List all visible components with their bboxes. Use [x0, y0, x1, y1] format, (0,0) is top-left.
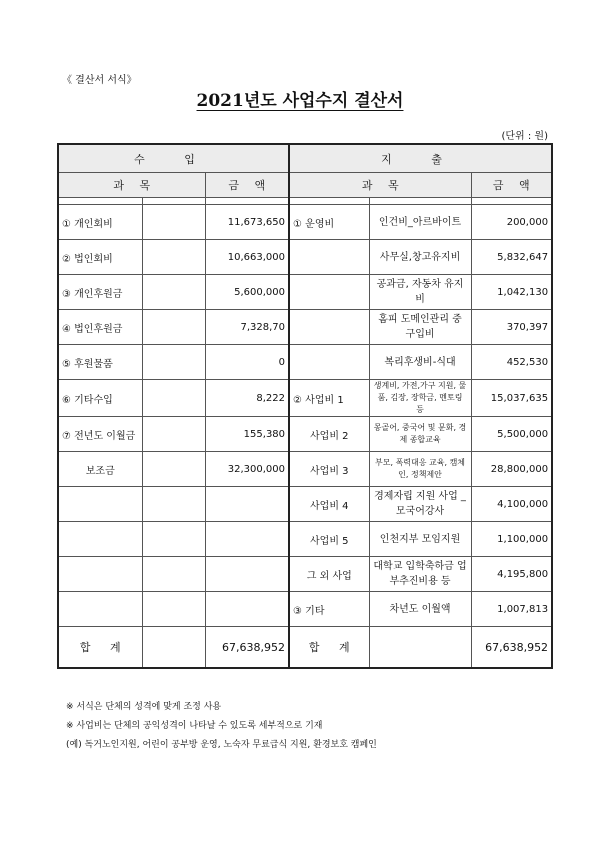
- expense-category: ① 운영비: [289, 205, 369, 240]
- table-row: [58, 417, 552, 452]
- income-item-detail: [142, 275, 205, 310]
- income-item-detail: [142, 557, 205, 592]
- expense-item-header: 과 목: [289, 173, 471, 198]
- expense-amount: 1,042,130: [471, 275, 552, 310]
- income-item-detail: [142, 487, 205, 522]
- income-amount: [205, 522, 289, 557]
- income-item-name: 보조금: [58, 452, 142, 487]
- expense-item: 인건비_아르바이트: [369, 205, 471, 240]
- expense-amount: 28,800,000: [471, 452, 552, 487]
- table-row: [58, 240, 552, 275]
- title-text: 2021년도 사업수지 결산서: [196, 91, 404, 111]
- table-row: [58, 452, 552, 487]
- income-section-header: 수 입: [58, 144, 289, 173]
- income-item-header: 과 목: [58, 173, 205, 198]
- income-item-detail: [142, 592, 205, 627]
- note-line: ※ 서식은 단체의 성격에 맞게 조정 사용: [66, 702, 222, 712]
- expense-category: 그 외 사업: [289, 557, 369, 592]
- settlement-table: [57, 143, 553, 669]
- income-amount: 7,328,70: [205, 310, 289, 345]
- expense-item: 대학교 입학축하금 업부추진비용 등: [369, 557, 471, 592]
- income-item-name: ③ 개인후원금: [58, 275, 142, 310]
- expense-item: 경제자립 지원 사업 _ 모국어강사: [369, 487, 471, 522]
- expense-amount: 4,100,000: [471, 487, 552, 522]
- notes: [66, 698, 377, 755]
- expense-total-label: 합 계: [289, 627, 369, 669]
- income-item-detail: [142, 205, 205, 240]
- expense-item: 생계비, 가전,가구 지원, 물품, 김장, 장학금, 멘토링 등: [369, 380, 471, 417]
- income-total-amount: 67,638,952: [205, 627, 289, 669]
- income-amount: [205, 487, 289, 522]
- income-item-name: ⑦ 전년도 이월금: [58, 417, 142, 452]
- expense-amount: 200,000: [471, 205, 552, 240]
- income-item-name: ② 법인회비: [58, 240, 142, 275]
- expense-amount: 5,832,647: [471, 240, 552, 275]
- expense-amount: 5,500,000: [471, 417, 552, 452]
- expense-category: 사업비 3: [289, 452, 369, 487]
- income-amount: 5,600,000: [205, 275, 289, 310]
- income-item-name: ④ 법인후원금: [58, 310, 142, 345]
- expense-item: 복리후생비-식대: [369, 345, 471, 380]
- unit-label: (단위 : 원): [501, 131, 548, 142]
- expense-category: 사업비 2: [289, 417, 369, 452]
- income-amount: 0: [205, 345, 289, 380]
- table-row: [58, 345, 552, 380]
- expense-amount: 1,007,813: [471, 592, 552, 627]
- spacer-row: [58, 198, 552, 205]
- table-row: [58, 310, 552, 345]
- column-header-row: [58, 173, 552, 198]
- expense-category: 사업비 4: [289, 487, 369, 522]
- table-row: [58, 275, 552, 310]
- expense-amount: 452,530: [471, 345, 552, 380]
- expense-item: 홈피 도메인관리 중 구입비: [369, 310, 471, 345]
- income-amount: 10,663,000: [205, 240, 289, 275]
- income-item-detail: [142, 522, 205, 557]
- expense-section-header: 지 출: [289, 144, 552, 173]
- table-row: [58, 557, 552, 592]
- income-item-name: [58, 557, 142, 592]
- income-amount: 8,222: [205, 380, 289, 417]
- expense-item: 몽골어, 중국어 및 문화, 경제 종합교육: [369, 417, 471, 452]
- expense-amount: 370,397: [471, 310, 552, 345]
- income-item-name: [58, 522, 142, 557]
- income-item-name: ① 개인회비: [58, 205, 142, 240]
- income-amount: 11,673,650: [205, 205, 289, 240]
- form-note: 《 결산서 서식》: [62, 75, 137, 86]
- income-item-name: [58, 592, 142, 627]
- income-amount: [205, 592, 289, 627]
- expense-amount: 1,100,000: [471, 522, 552, 557]
- total-row: [58, 627, 552, 669]
- expense-amount: 4,195,800: [471, 557, 552, 592]
- expense-category: [289, 275, 369, 310]
- expense-category: [289, 345, 369, 380]
- income-amount: [205, 557, 289, 592]
- income-item-detail: [142, 240, 205, 275]
- table-row: [58, 380, 552, 417]
- expense-item: 인천지부 모임지원: [369, 522, 471, 557]
- note-line: ※ 사업비는 단체의 공익성격이 나타날 수 있도록 세부적으로 기재: [66, 721, 323, 731]
- income-item-name: ⑤ 후원물품: [58, 345, 142, 380]
- expense-category: [289, 310, 369, 345]
- expense-amount-header: 금 액: [471, 173, 552, 198]
- income-item-detail: [142, 345, 205, 380]
- expense-category: 사업비 5: [289, 522, 369, 557]
- expense-item: 차년도 이월액: [369, 592, 471, 627]
- expense-category: ② 사업비 1: [289, 380, 369, 417]
- expense-total-amount: 67,638,952: [471, 627, 552, 669]
- expense-item: 공과금, 자동차 유지비: [369, 275, 471, 310]
- expense-item: 부모, 폭력대응 교육, 캠체인, 정책제안: [369, 452, 471, 487]
- expense-amount: 15,037,635: [471, 380, 552, 417]
- document-title: [0, 86, 600, 111]
- expense-item: 사무실,창고유지비: [369, 240, 471, 275]
- income-amount: 155,380: [205, 417, 289, 452]
- income-item-detail: [142, 380, 205, 417]
- income-item-name: [58, 487, 142, 522]
- income-item-detail: [142, 417, 205, 452]
- table-row: [58, 487, 552, 522]
- income-item-name: ⑥ 기타수입: [58, 380, 142, 417]
- income-item-detail: [142, 452, 205, 487]
- table-row: [58, 522, 552, 557]
- income-amount: 32,300,000: [205, 452, 289, 487]
- table-row: [58, 205, 552, 240]
- income-total-label: 합 계: [58, 627, 142, 669]
- income-item-detail: [142, 310, 205, 345]
- income-amount-header: 금 액: [205, 173, 289, 198]
- expense-category: ③ 기타: [289, 592, 369, 627]
- expense-category: [289, 240, 369, 275]
- note-line: (예) 독거노인지원, 어린이 공부방 운영, 노숙자 무료급식 지원, 환경보호 캠페인: [66, 740, 377, 750]
- table-row: [58, 592, 552, 627]
- section-header-row: [58, 144, 552, 173]
